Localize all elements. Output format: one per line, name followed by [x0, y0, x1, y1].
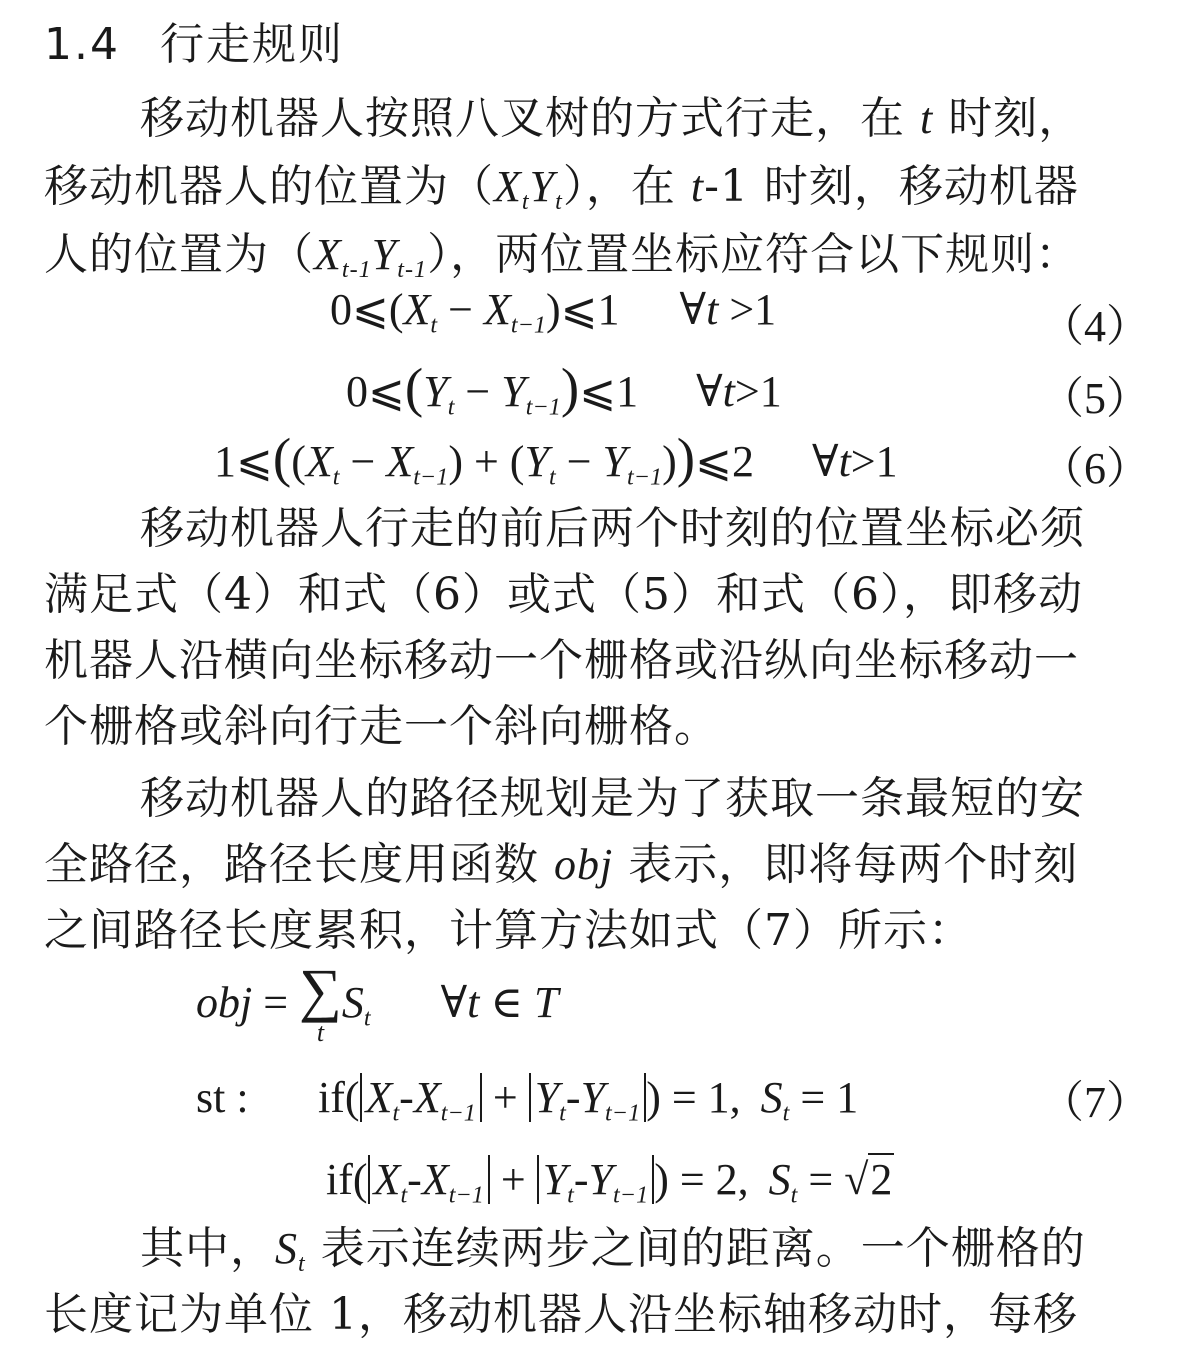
- para3-line3: 之间路径长度累积，计算方法如式（7）所示：: [44, 905, 973, 956]
- section-heading: [44, 8, 344, 72]
- equation-7-st: st :: [196, 1073, 249, 1122]
- section-title: 行走规则: [159, 19, 344, 70]
- equation-6-number: （6）: [1040, 444, 1150, 493]
- para3-line1: 移动机器人的路径规划是为了获取一条最短的安: [140, 773, 1085, 824]
- para4-line2: 长度记为单位 1，移动机器人沿坐标轴移动时，每移: [44, 1289, 1078, 1340]
- equation-7-row2: if( $X_t-X_{t-1} + Y_t-Y_{t-1}$ ) = 2, $S_t = √2$: [326, 1155, 893, 1209]
- equation-7-objective: obj = ∑ t $S_t$ ∀t ∈ T: [196, 957, 559, 1047]
- para2-line3: 机器人沿横向坐标移动一个栅格或沿纵向坐标移动一: [44, 635, 1079, 686]
- equation-4: $0⩽(X_t$ − $X_{t-1})⩽1$ ∀t >1: [330, 285, 777, 339]
- equation-7-row1: if( $X_t-X_{t-1} + Y_t-Y_{t-1}$ ) = 1, $S_t = 1$: [318, 1073, 859, 1127]
- equation-7-number: （7）: [1040, 1078, 1150, 1127]
- equation-4-number: （4）: [1040, 302, 1150, 351]
- para1-line2: 移动机器人的位置为$(X_tY_t)$，在 t-1 时刻，移动机器: [44, 161, 1079, 216]
- para1-line1: 移动机器人按照八叉树的方式行走，在 t 时刻，: [140, 93, 1084, 144]
- para2-line2: 满足式（4）和式（6）或式（5）和式（6），即移动: [44, 569, 1083, 620]
- equation-6: $1⩽((X_t - X_{t-1}) + (Y_t$ − $Y_{t-1}))⩽2$ ∀t>1: [214, 427, 898, 491]
- para2-line1: 移动机器人行走的前后两个时刻的位置坐标必须: [140, 503, 1085, 554]
- section-number: 1.4: [44, 19, 120, 70]
- para3-line2: 全路径，路径长度用函数 obj 表示，即将每两个时刻: [44, 839, 1079, 890]
- equation-5-number: （5）: [1040, 374, 1150, 423]
- para4-line1: 其中，$S_t$ 表示连续两步之间的距离。一个栅格的: [140, 1223, 1086, 1278]
- para2-line4: 个栅格或斜向行走一个斜向栅格。: [44, 701, 719, 752]
- equation-5: $0⩽(Y_t$ − $Y_{t-1})⩽1$ ∀t>1: [346, 357, 782, 421]
- para1-line3: 人的位置为$(X_{t-1}Y_{t-1})$，两位置坐标应符合以下规则：: [44, 229, 1081, 284]
